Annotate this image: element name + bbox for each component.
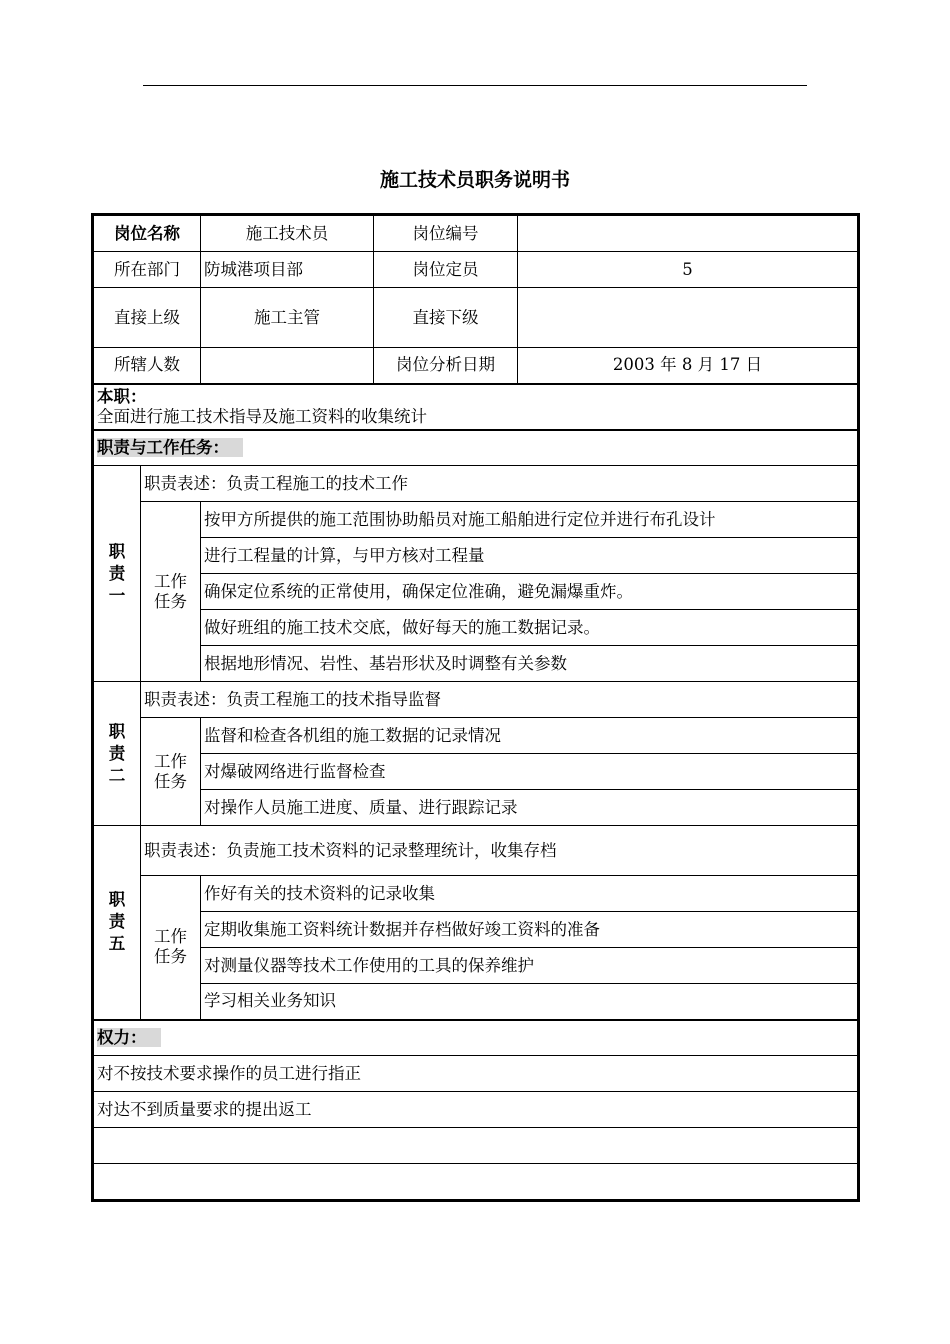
task-item: 按甲方所提供的施工范围协助船员对施工船舶进行定位并进行布孔设计 xyxy=(201,502,858,538)
task-row xyxy=(94,574,858,610)
task-item: 对测量仪器等技术工作使用的工具的保养维护 xyxy=(201,948,858,984)
task-row xyxy=(94,502,858,538)
value-position-name: 施工技术员 xyxy=(201,216,374,252)
task-item: 定期收集施工资料统计数据并存档做好竣工资料的准备 xyxy=(201,912,858,948)
info-row xyxy=(94,252,858,288)
task-row xyxy=(94,948,858,984)
duty5-label: 职 责 五 xyxy=(94,826,141,1020)
power-item: 对不按技术要求操作的员工进行指正 xyxy=(94,1056,858,1092)
duty2-label: 职 责 二 xyxy=(94,682,141,826)
benzhi-row xyxy=(94,384,858,430)
power-row xyxy=(94,1092,858,1128)
label-position-code: 岗位编号 xyxy=(374,216,518,252)
task-item: 对操作人员施工进度、质量、进行跟踪记录 xyxy=(201,790,858,826)
power-item: 对达不到质量要求的提出返工 xyxy=(94,1092,858,1128)
benzhi-label: 本职： xyxy=(97,386,147,406)
duty2-desc: 职责表述：负责工程施工的技术指导监督 xyxy=(141,682,858,718)
header-rule xyxy=(143,85,807,86)
duty5-desc: 职责表述：负责施工技术资料的记录整理统计，收集存档 xyxy=(141,826,858,876)
label-analysis-date: 岗位分析日期 xyxy=(374,348,518,384)
power-item xyxy=(94,1164,858,1200)
task-row xyxy=(94,790,858,826)
task-item: 学习相关业务知识 xyxy=(201,984,858,1020)
task-item: 监督和检查各机组的施工数据的记录情况 xyxy=(201,718,858,754)
power-row xyxy=(94,1128,858,1164)
duties-header-row xyxy=(94,430,858,466)
task-row xyxy=(94,538,858,574)
label-staff-count: 所辖人数 xyxy=(94,348,201,384)
job-description-table xyxy=(93,215,858,1200)
task-row xyxy=(94,754,858,790)
duty5-task-label: 工作 任务 xyxy=(141,876,201,1020)
duty1-desc-row xyxy=(94,466,858,502)
duty5-desc-row xyxy=(94,826,858,876)
power-label: 权力： xyxy=(97,1028,161,1047)
info-row xyxy=(94,288,858,348)
value-position-code xyxy=(518,216,858,252)
duty1-desc: 职责表述：负责工程施工的技术工作 xyxy=(141,466,858,502)
page-title: 施工技术员职务说明书 xyxy=(379,169,570,191)
task-item: 对爆破网络进行监督检查 xyxy=(201,754,858,790)
info-row xyxy=(94,348,858,384)
label-supervisor: 直接上级 xyxy=(94,288,201,348)
duty1-task-label: 工作 任务 xyxy=(141,502,201,682)
label-position-name: 岗位名称 xyxy=(94,216,201,252)
task-item: 根据地形情况、岩性、基岩形状及时调整有关参数 xyxy=(201,646,858,682)
task-item: 确保定位系统的正常使用，确保定位准确，避免漏爆重炸。 xyxy=(201,574,858,610)
duty2-task-label: 工作 任务 xyxy=(141,718,201,826)
power-row xyxy=(94,1056,858,1092)
task-row xyxy=(94,610,858,646)
label-department: 所在部门 xyxy=(94,252,201,288)
value-subordinate xyxy=(518,288,858,348)
task-row xyxy=(94,718,858,754)
duties-label: 职责与工作任务： xyxy=(97,438,243,457)
duty2-desc-row xyxy=(94,682,858,718)
power-row xyxy=(94,1164,858,1200)
duty1-label: 职 责 一 xyxy=(94,466,141,682)
power-item xyxy=(94,1128,858,1164)
task-item: 做好班组的施工技术交底，做好每天的施工数据记录。 xyxy=(201,610,858,646)
info-row xyxy=(94,216,858,252)
task-row xyxy=(94,984,858,1020)
value-supervisor: 施工主管 xyxy=(201,288,374,348)
benzhi-text: 全面进行施工技术指导及施工资料的收集统计 xyxy=(97,406,427,426)
value-headcount: 5 xyxy=(518,252,858,288)
task-item: 作好有关的技术资料的记录收集 xyxy=(201,876,858,912)
power-header-row xyxy=(94,1020,858,1056)
value-analysis-date: 2003 年 8 月 17 日 xyxy=(518,348,858,384)
task-row xyxy=(94,876,858,912)
value-department: 防城港项目部 xyxy=(201,252,374,288)
task-item: 进行工程量的计算，与甲方核对工程量 xyxy=(201,538,858,574)
value-staff-count xyxy=(201,348,374,384)
task-row xyxy=(94,646,858,682)
label-subordinate: 直接下级 xyxy=(374,288,518,348)
label-headcount: 岗位定员 xyxy=(374,252,518,288)
task-row xyxy=(94,912,858,948)
